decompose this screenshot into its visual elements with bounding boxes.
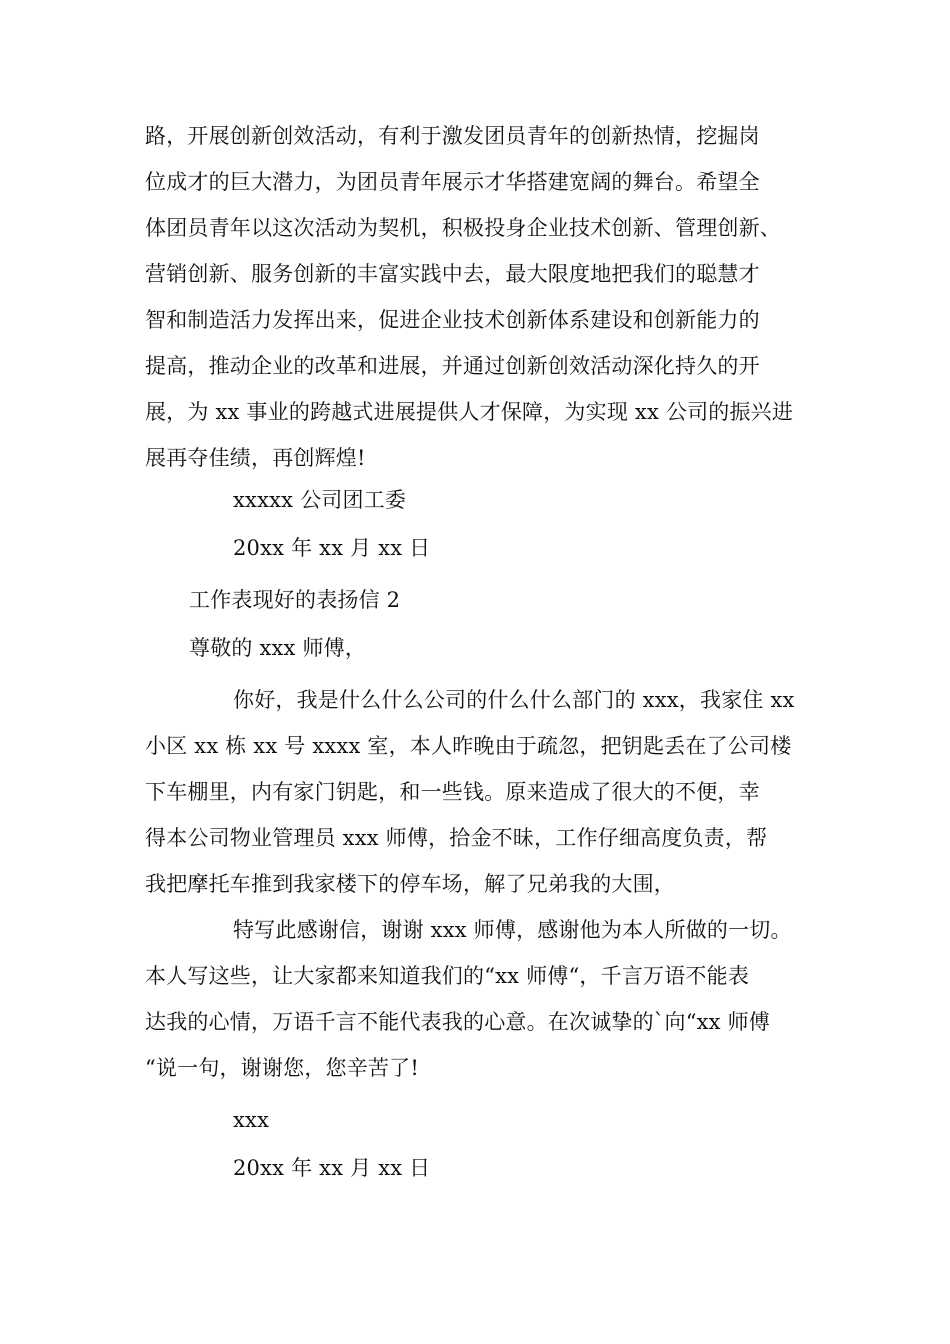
- paragraph-line: 路，开展创新创效活动，有利于激发团员青年的创新热情，挖掘岗: [145, 124, 760, 148]
- paragraph-line: 你好，我是什么什么公司的什么什么部门的 xxx，我家住 xx: [233, 688, 795, 712]
- paragraph-line: 体团员青年以这次活动为契机，积极投身企业技术创新、管理创新、: [145, 216, 781, 240]
- signature-block-2: [145, 1097, 825, 1143]
- paragraph-line: 小区 xx 栋 xx 号 xxxx 室，本人昨晚由于疏忽，把钥匙丢在了公司楼: [145, 734, 792, 758]
- paragraph-line: 提高，推动企业的改革和进展，并通过创新创效活动深化持久的开: [145, 354, 760, 378]
- paragraph-line: 智和制造活力发挥出来，促进企业技术创新体系建设和创新能力的: [145, 308, 760, 332]
- date: 20xx 年 xx 月 xx 日: [233, 1156, 431, 1180]
- paragraph-line: 展再夺佳绩，再创辉煌!: [145, 446, 366, 470]
- salutation-text: 尊敬的 xxx 师傅，: [189, 636, 367, 660]
- paragraph-2: [145, 677, 825, 907]
- paragraph-line: 得本公司物业管理员 xxx 师傅，拾金不昧，工作仔细高度负责，帮: [145, 826, 768, 850]
- date-block-1: [145, 525, 825, 571]
- signature: xxx: [233, 1108, 270, 1132]
- paragraph-line: 本人写这些，让大家都来知道我们的“xx 师傅“，千言万语不能表: [145, 964, 750, 988]
- paragraph-line: 展，为 xx 事业的跨越式进展提供人才保障，为实现 xx 公司的振兴进: [145, 400, 794, 424]
- paragraph-3: [145, 907, 825, 1091]
- paragraph-line: 我把摩托车推到我家楼下的停车场，解了兄弟我的大围，: [145, 872, 675, 896]
- signature: xxxxx 公司团工委: [233, 488, 407, 512]
- paragraph-line: 达我的心情，万语千言不能代表我的心意。在次诚挚的`向“xx 师傅: [145, 1010, 770, 1034]
- paragraph-line: 位成才的巨大潜力，为团员青年展示才华搭建宽阔的舞台。希望全: [145, 170, 760, 194]
- paragraph-1: [145, 113, 825, 481]
- paragraph-line: 特写此感谢信，谢谢 xxx 师傅，感谢他为本人所做的一切。: [233, 918, 792, 942]
- paragraph-line: “说一句，谢谢您，您辛苦了!: [145, 1056, 419, 1080]
- date: 20xx 年 xx 月 xx 日: [233, 536, 431, 560]
- letter-heading: [145, 577, 825, 623]
- date-block-2: [145, 1145, 825, 1191]
- salutation: [145, 625, 825, 671]
- heading-text: 工作表现好的表扬信 2: [189, 588, 401, 612]
- paragraph-line: 营销创新、服务创新的丰富实践中去，最大限度地把我们的聪慧才: [145, 262, 760, 286]
- paragraph-line: 下车棚里，内有家门钥匙，和一些钱。原来造成了很大的不便，幸: [145, 780, 760, 804]
- signature-block-1: [145, 477, 825, 523]
